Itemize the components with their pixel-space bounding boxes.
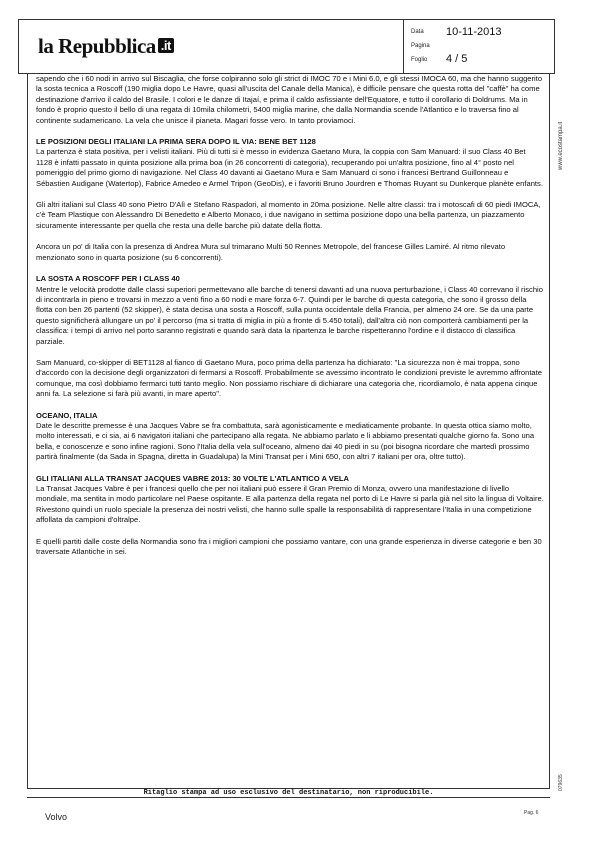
section-heading: LE POSIZIONI DEGLI ITALIANI LA PRIMA SERA DOPO IL VIA: BENE BET 1128 (36, 137, 316, 147)
page-label: Pagina (411, 43, 430, 49)
section-heading: OCEANO, ITALIA (36, 410, 98, 420)
sheet-value: 4 / 5 (446, 53, 468, 65)
page-reference: Pag. 6 (524, 810, 539, 816)
section-heading: LA SOSTA A ROSCOFF PER I CLASS 40 (36, 274, 180, 284)
brand-label: Volvo (45, 812, 68, 822)
date-label: Data (411, 29, 424, 35)
side-url: www.ecostampa.it (558, 121, 564, 170)
article-paragraph: Ancora un po' di Italia con la presenza di Andrea Mura sul trimarano Multi 50 Rennes Metropole, del francese Gilles Lamiré. Al ritmo rilevato menzionato sono in quarta posizione (su 6 concorrenti). (36, 242, 506, 262)
article-paragraph: Mentre le velocità prodotte dalle classi superiori permettevano alle barche di tenersi davanti ad una nuova perturbazione, i Class 40 correvano il rischio di incontrarla in pieno e trovarsi in mezzo a venti fino a 60 nodi e mare forza 6-7. Quindi per le barche di questa categoria, che sono il grosso della flotta con ben 26 partenti (52 skipper), è stata decisa una sosta a Roscoff, sulla punta occidentale della Francia, per almeno 24 ore. Se da una parte questo significherà allungare un po' il percorso (ma si tratta di miglia in più a fronte di 5.450 totali), dall'altra ciò non comporterà cambiamenti per la classifica: i tempi di arrivo nel porto saranno registrati e quando sarà data la ripartenza le barche rispetteranno l'ordine e il distacco di classifica parziale. (36, 284, 543, 346)
section-heading: GLI ITALIANI ALLA TRANSAT JACQUES VABRE 2013: 30 VOLTE L'ATLANTICO A VELA (36, 473, 350, 483)
side-code: 079635 (558, 774, 564, 791)
logo-suffix: .it (158, 38, 174, 53)
article-paragraph: Date le descritte premesse è una Jacques Vabre se fra combattuta, sarà agonisticamente e mediaticamente probante. In questa ottica siamo molto, molto interessati, e ci sia, ai 6 navigatori italiani che partecipano alla regata. Ne abbiamo parlato e li abbiamo presentati qualche giorno fa. Sono una bella, e conoscenze e sono infine ragioni. Sono l'Italia della vela sull'oceano, almeno dai 40 piedi in su (poi bisogna ricordare che martedì prossimo partirà finalmente (da Sada in Spagna, diretta in Guadalupa) la Mini Transat per i Mini 650, con altri 7 italiani per ora, oltre tutto). (36, 420, 535, 462)
logo-text: la Repubblica (38, 34, 156, 58)
article-paragraph: La partenza è stata positiva, per i velisti italiani. Più di tutti si è messo in evidenza Gaetano Mura, la coppia con Sam Manuard: il suo Class 40 Bet 1128 è infatti passato in quinta posizione alla prima boa (in 26 concorrenti di categoria), recuperando poi un'altra posizione, fino al 4° posto nel pomeriggio del primo giorno di navigazione. Nel Class 40 davanti ai Gaetano Mura e Sam Manuard ci sono i francesi Bertrand Guillonneau e Sébastien Audigane (Watertop), Fabrice Amedeo e Armel Tripon (GeoDis), e i favoriti Bruno Jourdren e Thomas Ruyant su Dunkerque planète enfants. (36, 147, 543, 188)
reproduction-notice: Ritaglio stampa ad uso esclusivo del destinatario, non riproducibile. (27, 788, 550, 798)
sheet-label: Foglio (411, 57, 428, 63)
header-divider (403, 19, 404, 74)
article-paragraph: La Transat Jacques Vabre è per i francesi quello che per noi italiani può essere il Gran Premio di Monza, ovvero una manifestazione di livello mondiale, ma sentita in modo particolare nel Paese ospitante. E alla partenza della regata nel porto di Le Havre si parla già nel sito la lingua di Voltaire. Rivestono quindi un ruolo speciale la presenza dei nostri velisti, che hanno sulle spalle la responsabilità di rappresentare l'Italia in una competizione affollata da campioni d'oltralpe. (36, 484, 544, 525)
date-value: 10-11-2013 (446, 26, 502, 38)
article-body (36, 74, 544, 568)
article-paragraph: Sam Manuard, co-skipper di BET1128 al fianco di Gaetano Mura, poco prima della partenza ha dichiarato: "La sicurezza non è mai troppa, sono d'accordo con la decisione degli organizzatori di fermarsi a Roscoff. Probabilmente se avessimo incontrato le condizioni previste le avremmo affrontate comunque, ma così dobbiamo fermarci tutti tanto meglio. Non possiamo rischiare di dichiarare una categoria che, ricordiamolo, è nata appena cinque anni fa. La selezione si farà più avanti, in mare aperto". (36, 357, 542, 399)
article-paragraph: E quelli partiti dalle coste della Normandia sono fra i migliori campioni che possiamo vantare, con una grande esperienza in diverse categorie e ben 30 traversate Atlantiche in sei. (36, 536, 542, 557)
article-paragraph: Gli altri italiani sul Class 40 sono Pietro D'Alì e Stefano Raspadori, al momento in 20ma posizione. Nelle altre classi: tra i motoscafi di 60 piedi IMOCA, c'è Team Plastique con Alessandro Di Benedetto e Alberto Monaco, i due navigano in settima posizione dopo una bella partenza, un piazzamento sicuramente interessante per quella che resta una delle barche più datate della flotta. (36, 200, 541, 230)
newspaper-logo (38, 34, 174, 59)
article-paragraph: sapendo che i 60 nodi in arrivo sul Biscaglia, che forse colpiranno solo gli strict di IMOC 70 e i Mini 6.0, e gli stessi IMOCA 60, ma che hanno suggerito la sosta tecnica a Roscoff (190 miglia dopo Le Havre, quasi all'uscita del Canale della Manica), è difficile pensare che questa rotta del "caffè" ha come destinazione d'arrivo il caldo del Brasile. I colori e le danze di Itajaí, e prima il caldo asfissiante dell'Equatore, e tutto il corollario di Doldrums. Ma in fondo è proprio questo il bello di una regata di 10mila chilometri, 5400 miglia marine, che dalla Normandia scende l'Atlantico e lo traversa fino al continente sudamericano. La vela che unisce il pianeta. Magari fosse vero. In tanto proviamoci. (36, 74, 543, 125)
